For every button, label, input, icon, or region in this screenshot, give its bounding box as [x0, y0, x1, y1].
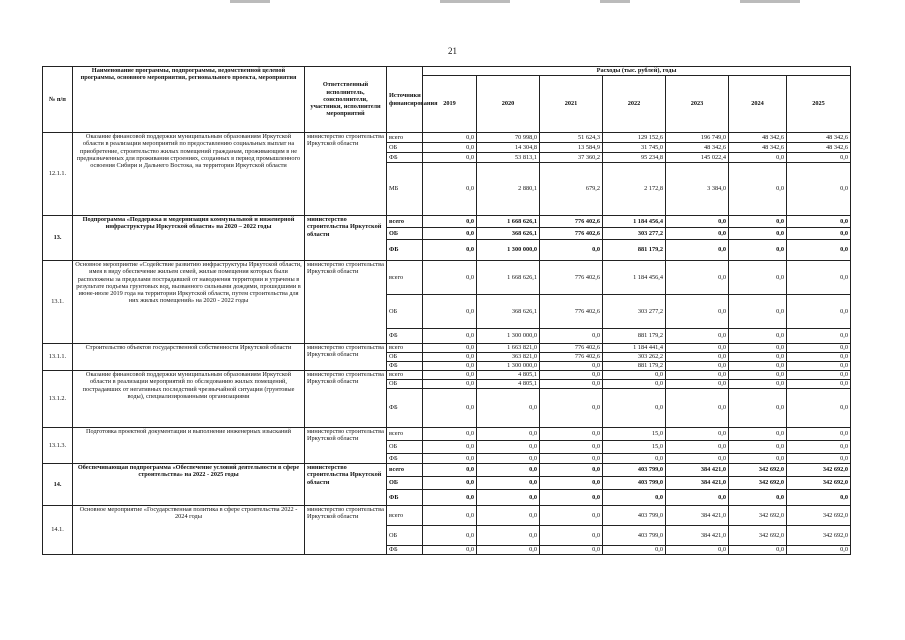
expense-value: 0,0 — [729, 153, 787, 163]
funding-source: ОБ — [387, 380, 423, 389]
expense-value: 2 172,8 — [603, 163, 666, 216]
row-number: 13.1. — [43, 261, 73, 344]
expense-value: 0,0 — [729, 441, 787, 454]
expense-value: 0,0 — [423, 143, 477, 153]
measure-name: Подпрограмма «Поддержка и модернизация коммунальной и инженерной инфраструктуры Иркутской области» на 2020 – 2022 годы — [73, 216, 305, 261]
funding-source: ФБ — [387, 454, 423, 464]
table-row — [43, 506, 851, 526]
table-row — [43, 344, 851, 353]
expense-value: 0,0 — [477, 428, 540, 441]
expense-value: 0,0 — [540, 506, 603, 526]
expense-value: 31 745,0 — [603, 143, 666, 153]
measure-name: Основное мероприятие «Государственная политика в сфере строительства 2022 - 2024 годы — [73, 506, 305, 555]
expense-value: 0,0 — [540, 441, 603, 454]
responsible-executor: министерство строительства Иркутской области — [305, 344, 387, 371]
header-num: № п/п — [43, 67, 73, 133]
expense-value: 342 692,0 — [729, 464, 787, 477]
funding-source: ФБ — [387, 240, 423, 261]
expense-value: 1 184 456,4 — [603, 216, 666, 228]
expense-value: 342 692,0 — [787, 477, 851, 490]
funding-source: всего — [387, 261, 423, 295]
expense-value: 48 342,6 — [787, 133, 851, 143]
expense-value: 0,0 — [540, 362, 603, 371]
header-source: Источники финансирования — [387, 67, 423, 133]
expense-value: 0,0 — [666, 295, 729, 329]
expense-value: 4 805,1 — [477, 380, 540, 389]
responsible-executor: министерство строительства Иркутской области — [305, 428, 387, 464]
funding-source: ОБ — [387, 295, 423, 329]
expense-value: 48 342,6 — [787, 143, 851, 153]
expense-value: 776 402,6 — [540, 216, 603, 228]
expense-value: 384 421,0 — [666, 506, 729, 526]
expense-value: 0,0 — [477, 477, 540, 490]
expense-value: 48 342,6 — [729, 133, 787, 143]
expense-value: 0,0 — [666, 344, 729, 353]
expense-value: 679,2 — [540, 163, 603, 216]
expense-value: 0,0 — [477, 526, 540, 546]
expense-value: 95 234,8 — [603, 153, 666, 163]
expense-value: 51 624,3 — [540, 133, 603, 143]
expense-value: 0,0 — [477, 490, 540, 506]
expense-value: 0,0 — [787, 228, 851, 240]
expense-value: 0,0 — [423, 329, 477, 344]
responsible-executor: министерство строительства Иркутской области — [305, 506, 387, 555]
expense-value: 0,0 — [666, 216, 729, 228]
header-year: 2021 — [540, 76, 603, 133]
expense-value: 0,0 — [423, 261, 477, 295]
header-year: 2025 — [787, 76, 851, 133]
funding-source: ОБ — [387, 526, 423, 546]
measure-name: Оказание финансовой поддержки муниципальным образованиям Иркутской области в реализации мероприятий по обследованию жилых помещений, пострадавших от негативных последствий чрезвычайной ситуации (грунтовые воды), специализированными организациями — [73, 371, 305, 428]
expense-value: 0,0 — [787, 362, 851, 371]
table-body — [43, 133, 851, 555]
expense-value: 0,0 — [477, 464, 540, 477]
expense-value: 0,0 — [540, 477, 603, 490]
expense-value: 0,0 — [729, 353, 787, 362]
expense-value: 53 813,1 — [477, 153, 540, 163]
expense-value: 48 342,6 — [666, 143, 729, 153]
expense-value: 342 692,0 — [787, 526, 851, 546]
funding-source: ФБ — [387, 546, 423, 555]
expense-value: 0,0 — [477, 546, 540, 555]
expense-value: 0,0 — [729, 546, 787, 555]
expense-value: 0,0 — [787, 371, 851, 380]
expense-value: 776 402,6 — [540, 353, 603, 362]
expense-value: 48 342,6 — [729, 143, 787, 153]
funding-source: ФБ — [387, 389, 423, 428]
expense-value: 2 880,1 — [477, 163, 540, 216]
expense-value: 0,0 — [787, 454, 851, 464]
expense-value: 0,0 — [423, 371, 477, 380]
responsible-executor: министерство строительства Иркутской области — [305, 133, 387, 216]
expense-value: 0,0 — [787, 546, 851, 555]
expense-value: 384 421,0 — [666, 464, 729, 477]
expense-value: 0,0 — [729, 389, 787, 428]
expense-value: 0,0 — [423, 228, 477, 240]
expense-value: 0,0 — [729, 228, 787, 240]
expense-value: 368 626,1 — [477, 228, 540, 240]
expense-value: 384 421,0 — [666, 477, 729, 490]
expense-value: 384 421,0 — [666, 526, 729, 546]
expense-value: 881 179,2 — [603, 329, 666, 344]
expense-value: 0,0 — [666, 329, 729, 344]
table-row — [43, 261, 851, 295]
row-number: 13.1.2. — [43, 371, 73, 428]
header-year: 2020 — [477, 76, 540, 133]
expense-value: 0,0 — [423, 163, 477, 216]
expense-value: 0,0 — [423, 506, 477, 526]
expense-value: 0,0 — [729, 295, 787, 329]
row-number: 14. — [43, 464, 73, 506]
measure-name: Оказание финансовой поддержки муниципальным образованиям Иркутской области в реализации мероприятий по предоставлению социальных выплат на приобретение, строительство жилых помещений гражданам, проживающим в не предназначенных для проживания строениях, созданных в период промышленного освоения Сибири и Дальнего Востока, на территории Иркутской области — [73, 133, 305, 216]
expense-value: 0,0 — [477, 454, 540, 464]
expense-value: 0,0 — [423, 428, 477, 441]
expense-value: 0,0 — [540, 526, 603, 546]
measure-name: Подготовка проектной документации и выполнение инженерных изысканий — [73, 428, 305, 464]
header-year: 2019 — [423, 76, 477, 133]
expense-value: 15,0 — [603, 441, 666, 454]
funding-source: всего — [387, 506, 423, 526]
header-expenses: Расходы (тыс. рублей), годы — [423, 67, 851, 76]
expense-value: 0,0 — [787, 295, 851, 329]
measure-name: Основное мероприятие «Содействие развитию инфраструктуры Иркутской области, имея в виду обеспечение жильем семей, жилые помещения которых были расположены за пределами пострадавшей от наводнения территории и утрачены в результате подъема грунтовых вод, вызванного сильными дождями, прошедшими в июне-июле 2019 года на территории Иркутской области, путем строительства для них жилых помещений» на 2020 - 2022 годы — [73, 261, 305, 344]
funding-source: всего — [387, 428, 423, 441]
expense-value: 0,0 — [540, 380, 603, 389]
expense-value: 0,0 — [666, 546, 729, 555]
expense-value: 342 692,0 — [787, 464, 851, 477]
header-year: 2023 — [666, 76, 729, 133]
expense-value: 37 360,2 — [540, 153, 603, 163]
expense-value: 0,0 — [423, 344, 477, 353]
expense-value: 0,0 — [540, 454, 603, 464]
row-number: 13.1.1. — [43, 344, 73, 371]
expense-value: 145 022,4 — [666, 153, 729, 163]
expense-value: 0,0 — [666, 490, 729, 506]
row-number: 12.1.1. — [43, 133, 73, 216]
row-number: 14.1. — [43, 506, 73, 555]
expense-value: 1 668 626,1 — [477, 261, 540, 295]
expense-value: 0,0 — [423, 477, 477, 490]
expense-value: 0,0 — [666, 228, 729, 240]
expense-value: 0,0 — [423, 546, 477, 555]
table-row — [43, 371, 851, 380]
expense-value: 776 402,6 — [540, 261, 603, 295]
expense-value: 0,0 — [423, 490, 477, 506]
expense-value: 15,0 — [603, 428, 666, 441]
expense-value: 0,0 — [729, 371, 787, 380]
expense-value: 0,0 — [666, 371, 729, 380]
expense-value: 342 692,0 — [729, 477, 787, 490]
funding-source: всего — [387, 371, 423, 380]
measure-name: Обеспечивающая подпрограмма «Обеспечение условий деятельности в сфере строительства» на 2022 - 2025 годы — [73, 464, 305, 506]
measure-name: Строительство объектов государственной собственности Иркутской области — [73, 344, 305, 371]
expense-value: 0,0 — [787, 490, 851, 506]
expense-value: 0,0 — [423, 454, 477, 464]
expense-value: 0,0 — [787, 163, 851, 216]
expense-value: 0,0 — [666, 389, 729, 428]
expense-value: 3 384,0 — [666, 163, 729, 216]
expense-value: 342 692,0 — [729, 506, 787, 526]
expense-value: 403 799,0 — [603, 477, 666, 490]
expense-value: 0,0 — [666, 380, 729, 389]
expense-value: 0,0 — [729, 261, 787, 295]
expenses-table — [42, 66, 851, 555]
expense-value: 0,0 — [423, 133, 477, 143]
expense-value: 0,0 — [540, 329, 603, 344]
expense-value: 881 179,2 — [603, 362, 666, 371]
expense-value: 303 262,2 — [603, 353, 666, 362]
responsible-executor: министерство строительства Иркутской области — [305, 464, 387, 506]
funding-source: всего — [387, 133, 423, 143]
expense-value: 0,0 — [423, 216, 477, 228]
expense-value: 342 692,0 — [787, 506, 851, 526]
expense-value: 0,0 — [540, 464, 603, 477]
expense-value: 0,0 — [603, 389, 666, 428]
expense-value: 0,0 — [787, 261, 851, 295]
expense-value: 0,0 — [787, 428, 851, 441]
expense-value: 1 184 441,4 — [603, 344, 666, 353]
expense-value: 776 402,6 — [540, 344, 603, 353]
expense-value: 0,0 — [666, 240, 729, 261]
expense-value: 0,0 — [787, 216, 851, 228]
expense-value: 0,0 — [603, 371, 666, 380]
expense-value: 0,0 — [787, 344, 851, 353]
expense-value: 1 300 000,0 — [477, 362, 540, 371]
header-responsible: Ответственный исполнитель, соисполнители, участники, исполнители мероприятий — [305, 67, 387, 133]
expense-value: 0,0 — [540, 490, 603, 506]
header-year: 2022 — [603, 76, 666, 133]
expense-value: 0,0 — [729, 240, 787, 261]
expense-value: 0,0 — [423, 464, 477, 477]
expense-value: 0,0 — [666, 454, 729, 464]
expense-value: 0,0 — [477, 441, 540, 454]
funding-source: всего — [387, 216, 423, 228]
expense-value: 342 692,0 — [729, 526, 787, 546]
expense-value: 0,0 — [540, 371, 603, 380]
expense-value: 196 749,0 — [666, 133, 729, 143]
funding-source: МБ — [387, 163, 423, 216]
expense-value: 0,0 — [666, 428, 729, 441]
expense-value: 0,0 — [423, 362, 477, 371]
table-row — [43, 133, 851, 143]
expense-value: 0,0 — [729, 490, 787, 506]
expense-value: 0,0 — [787, 389, 851, 428]
expense-value: 0,0 — [423, 389, 477, 428]
expense-value: 0,0 — [729, 380, 787, 389]
expense-value: 0,0 — [540, 240, 603, 261]
responsible-executor: министерство строительства Иркутской области — [305, 371, 387, 428]
expense-value: 0,0 — [787, 240, 851, 261]
expense-value: 13 584,9 — [540, 143, 603, 153]
expense-value: 70 998,0 — [477, 133, 540, 143]
expense-value: 0,0 — [540, 546, 603, 555]
responsible-executor: министерство строительства Иркутской области — [305, 261, 387, 344]
expense-value: 0,0 — [729, 362, 787, 371]
expense-value: 0,0 — [787, 380, 851, 389]
row-number: 13.1.3. — [43, 428, 73, 464]
expense-value: 0,0 — [666, 261, 729, 295]
expense-value: 0,0 — [540, 428, 603, 441]
expense-value: 403 799,0 — [603, 526, 666, 546]
expense-value: 776 402,6 — [540, 228, 603, 240]
funding-source: ОБ — [387, 441, 423, 454]
table-row — [43, 216, 851, 228]
expense-value: 0,0 — [423, 295, 477, 329]
expense-value: 881 179,2 — [603, 240, 666, 261]
table-row — [43, 464, 851, 477]
expense-value: 0,0 — [729, 216, 787, 228]
table-row — [43, 428, 851, 441]
funding-source: ФБ — [387, 153, 423, 163]
funding-source: ОБ — [387, 228, 423, 240]
funding-source: ОБ — [387, 143, 423, 153]
expense-value: 0,0 — [666, 362, 729, 371]
expense-value: 1 668 626,1 — [477, 216, 540, 228]
expense-value: 4 805,1 — [477, 371, 540, 380]
expense-value: 0,0 — [729, 329, 787, 344]
header-year: 2024 — [729, 76, 787, 133]
expense-value: 303 277,2 — [603, 228, 666, 240]
expense-value: 0,0 — [787, 329, 851, 344]
expense-value: 0,0 — [477, 389, 540, 428]
expense-value: 14 304,8 — [477, 143, 540, 153]
expense-value: 0,0 — [423, 380, 477, 389]
header-name: Наименование программы, подпрограммы, ведомственной целевой программы, основного мероприятия, регионального проекта, мероприятия — [73, 67, 305, 133]
expense-value: 368 626,1 — [477, 295, 540, 329]
expense-value: 0,0 — [423, 526, 477, 546]
expense-value: 0,0 — [787, 353, 851, 362]
expense-value: 303 277,2 — [603, 295, 666, 329]
expense-value: 0,0 — [477, 506, 540, 526]
expense-value: 0,0 — [423, 240, 477, 261]
expense-value: 403 799,0 — [603, 464, 666, 477]
expense-value: 1 300 000,0 — [477, 240, 540, 261]
expense-value: 0,0 — [423, 153, 477, 163]
expense-value: 0,0 — [729, 454, 787, 464]
expense-value: 0,0 — [603, 454, 666, 464]
expense-value: 129 152,6 — [603, 133, 666, 143]
funding-source: ФБ — [387, 329, 423, 344]
page-number: 21 — [448, 46, 457, 56]
expense-value: 0,0 — [666, 441, 729, 454]
expense-value: 0,0 — [423, 441, 477, 454]
responsible-executor: министерство строительства Иркутской области — [305, 216, 387, 261]
expense-value: 0,0 — [603, 490, 666, 506]
funding-source: ОБ — [387, 353, 423, 362]
funding-source: ОБ — [387, 477, 423, 490]
scan-top-edge — [0, 0, 905, 6]
expense-value: 0,0 — [603, 546, 666, 555]
funding-source: ФБ — [387, 490, 423, 506]
expense-value: 0,0 — [666, 353, 729, 362]
expense-value: 1 300 000,0 — [477, 329, 540, 344]
expense-value: 0,0 — [787, 153, 851, 163]
expense-value: 776 402,6 — [540, 295, 603, 329]
funding-source: всего — [387, 344, 423, 353]
funding-source: всего — [387, 464, 423, 477]
expense-value: 0,0 — [540, 389, 603, 428]
expense-value: 0,0 — [729, 163, 787, 216]
row-number: 13. — [43, 216, 73, 261]
expense-value: 0,0 — [603, 380, 666, 389]
expense-value: 363 821,0 — [477, 353, 540, 362]
expense-value: 1 184 456,4 — [603, 261, 666, 295]
expense-value: 403 799,0 — [603, 506, 666, 526]
expense-value: 0,0 — [423, 353, 477, 362]
expense-value: 0,0 — [787, 441, 851, 454]
expense-value: 1 663 821,0 — [477, 344, 540, 353]
expense-value: 0,0 — [729, 428, 787, 441]
funding-source: ФБ — [387, 362, 423, 371]
expense-value: 0,0 — [729, 344, 787, 353]
